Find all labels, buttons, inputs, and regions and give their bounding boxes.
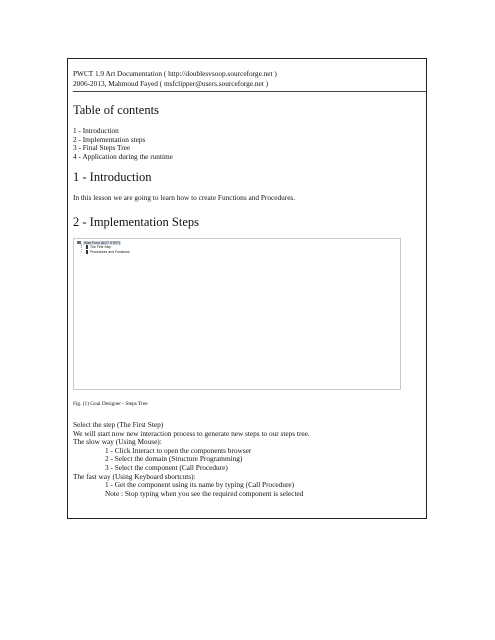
implementation-heading: 2 - Implementation Steps <box>73 214 200 229</box>
intro-heading: 1 - Introduction <box>73 170 152 185</box>
page-content <box>73 69 421 498</box>
instruction-line: Select the step (The First Step) <box>73 419 164 429</box>
instruction-line: 3 - Select the component (Call Procedure) <box>105 462 228 472</box>
instruction-line: 1 - Click Interact to open the components browser <box>105 445 252 455</box>
header-title: PWCT 1.9 Art Documentation ( http://doublesvsoop.sourceforge.net ) <box>73 69 277 78</box>
instruction-line: 2 - Select the domain (Structure Programming) <box>105 454 243 464</box>
tree-root-node <box>77 241 121 245</box>
instruction-line: We will start now new interaction process to generate new steps to our steps tree. <box>73 428 310 438</box>
intro-paragraph: In this lesson we are going to learn how to create Functions and Procedures. <box>73 193 296 203</box>
instruction-line: Note : Stop typing when you see the required component is selected <box>105 488 304 498</box>
instruction-line: The slow way (Using Mouse): <box>73 437 162 447</box>
tree-root-label: Start Point (NOT STEP) <box>84 240 120 245</box>
step-node-icon <box>86 250 88 254</box>
tree-step-node <box>86 245 111 249</box>
header-copyright: 2006-2013, Mahmoud Fayed ( msfclipper@users.sourceforge.net ) <box>73 79 269 88</box>
document-page <box>67 58 427 519</box>
toc-list <box>73 127 421 161</box>
instructions-block <box>73 421 421 498</box>
tree-step-node <box>86 250 130 254</box>
header-divider <box>73 91 426 92</box>
instruction-line: 1 - Get the component using its name by typing (Call Procedure) <box>105 480 295 490</box>
toc-item: 4 - Application during the runtime <box>73 151 173 161</box>
toc-item: 2 - Implementation steps <box>73 134 146 144</box>
toc-item: 1 - Introduction <box>73 126 119 135</box>
instruction-line: The fast way (Using Keyboard shortcuts): <box>73 471 196 481</box>
tree-step-label: Procedures and Functions <box>90 249 130 254</box>
tree-step-label: The First Step <box>90 245 112 250</box>
figure-caption: Fig. (1) Goal Designer - Steps Tree <box>73 400 148 407</box>
steps-tree-screenshot <box>73 238 401 390</box>
toc-heading: Table of contents <box>73 103 159 117</box>
toc-item: 3 - Final Steps Tree <box>73 143 131 153</box>
step-node-icon <box>86 245 88 249</box>
root-node-icon <box>77 241 81 244</box>
